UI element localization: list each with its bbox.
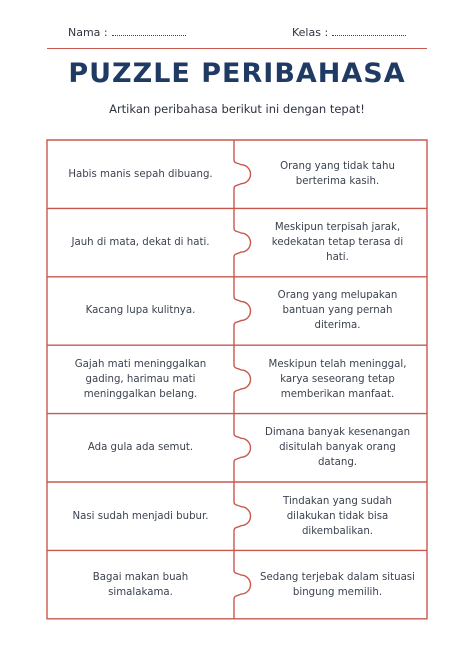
meaning-cell-3: Orang yang melupakan bantuan yang pernah diterima. <box>277 290 398 332</box>
page-title: PUZZLE PERIBAHASA <box>68 58 406 89</box>
jigsaw-knob <box>234 482 251 550</box>
kelas-label: Kelas : <box>292 26 329 39</box>
proverb-cell-7: Bagai makan buah simalakama. <box>92 571 189 598</box>
meaning-cell-1: Orang yang tidak tahu berterima kasih. <box>280 161 395 188</box>
proverb-cell-1: Habis manis sepah dibuang. <box>68 168 213 180</box>
meaning-cell-4: Meskipun telah meninggal, karya seseorang tetap memberikan manfaat. <box>268 358 407 400</box>
meaning-cell-2: Meskipun terpisah jarak, kedekatan tetap terasa di hati. <box>271 222 404 264</box>
meaning-cell-5: Dimana banyak kesenangan disitulah banyak orang datang. <box>264 427 411 469</box>
proverb-cell-3: Kacang lupa kulitnya. <box>85 305 196 317</box>
jigsaw-knob <box>234 140 251 208</box>
jigsaw-knob <box>234 345 251 413</box>
meaning-cell-6: Tindakan yang sudah dilakukan tidak bisa dikembalikan. <box>283 495 392 537</box>
nama-label: Nama : <box>68 26 108 39</box>
jigsaw-knob <box>234 550 251 618</box>
jigsaw-knob <box>234 414 251 482</box>
jigsaw-knob <box>234 208 251 276</box>
jigsaw-knob <box>234 277 251 345</box>
instruction-text: Artikan peribahasa berikut ini dengan tepat! <box>109 102 365 116</box>
proverb-cell-6: Nasi sudah menjadi bubur. <box>72 510 209 522</box>
proverb-cell-2: Jauh di mata, dekat di hati. <box>71 237 210 249</box>
proverb-cell-5: Ada gula ada semut. <box>87 442 194 454</box>
proverb-cell-4: Gajah mati meninggalkan gading, harimau mati meninggalkan belang. <box>74 358 207 400</box>
meaning-cell-7: Sedang terjebak dalam situasi bingung memilih. <box>260 571 415 598</box>
